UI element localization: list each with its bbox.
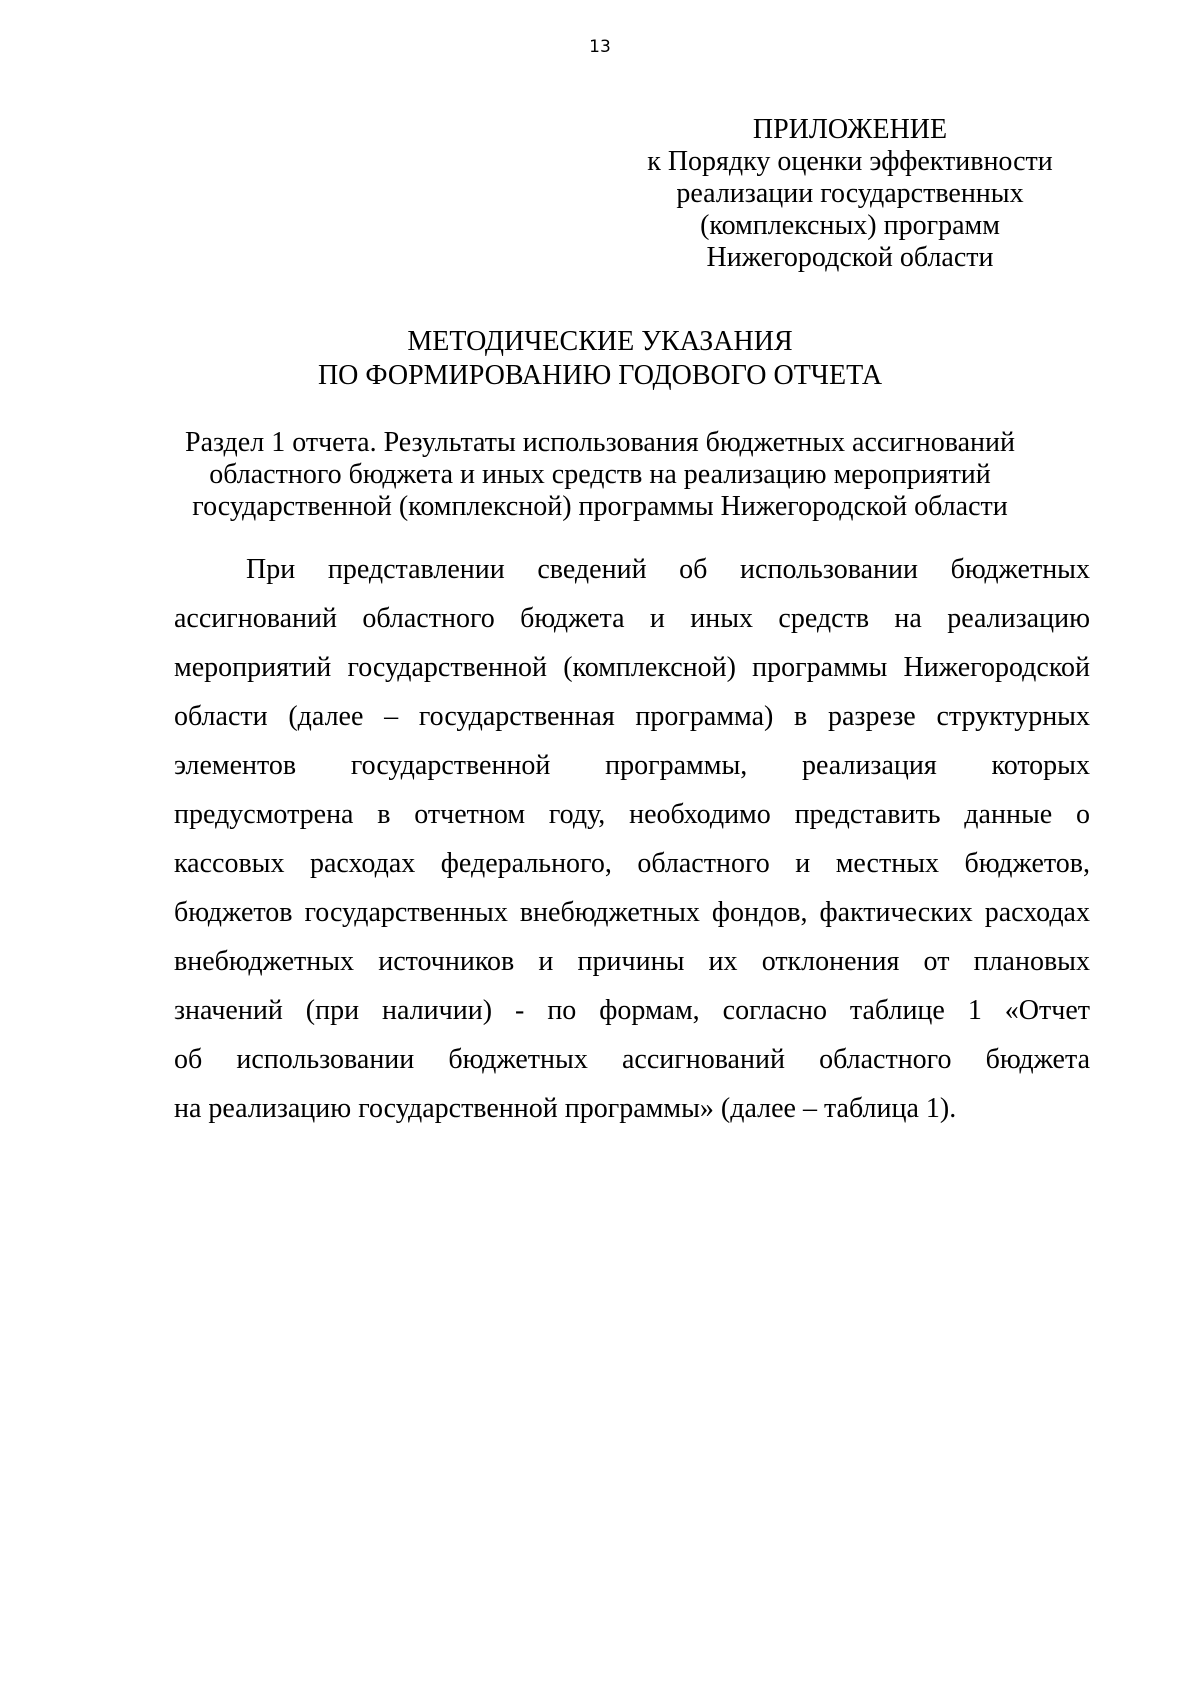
- paragraph-line: кассовых расходах федерального, областного и местных бюджетов,: [174, 848, 1090, 879]
- section-heading-line: областного бюджета и иных средств на реализацию мероприятий: [209, 459, 991, 490]
- appendix-heading: ПРИЛОЖЕНИЕ: [752, 114, 948, 145]
- paragraph-line: мероприятий государственной (комплексной) программы Нижегородской: [174, 652, 1090, 683]
- page-number: 13: [589, 37, 611, 57]
- paragraph-line: на реализацию государственной программы» (далее – таблица 1).: [174, 1093, 957, 1124]
- section-heading: [0, 427, 1200, 523]
- paragraph-line: значений (при наличии) - по формам, согласно таблице 1 «Отчет: [174, 995, 1090, 1026]
- document-title: [0, 325, 1200, 393]
- appendix-block: [600, 114, 1100, 274]
- paragraph-line: об использовании бюджетных ассигнований областного бюджета: [174, 1044, 1090, 1075]
- appendix-line: к Порядку оценки эффективности: [647, 146, 1053, 177]
- title-line: МЕТОДИЧЕСКИЕ УКАЗАНИЯ: [407, 326, 793, 357]
- paragraph-line: бюджетов государственных внебюджетных фондов, фактических расходах: [174, 897, 1090, 928]
- appendix-line: реализации государственных: [676, 178, 1024, 209]
- paragraph-line: ассигнований областного бюджета и иных средств на реализацию: [174, 603, 1090, 634]
- title-line: ПО ФОРМИРОВАНИЮ ГОДОВОГО ОТЧЕТА: [317, 360, 883, 391]
- section-heading-line: Раздел 1 отчета. Результаты использования бюджетных ассигнований: [185, 427, 1015, 458]
- paragraph-line: При представлении сведений об использовании бюджетных: [246, 554, 1090, 585]
- paragraph-line: внебюджетных источников и причины их отклонения от плановых: [174, 946, 1090, 977]
- section-heading-line: государственной (комплексной) программы Нижегородской области: [192, 491, 1008, 522]
- body-paragraph: [174, 553, 1090, 1141]
- paragraph-line: области (далее – государственная программа) в разрезе структурных: [174, 701, 1090, 732]
- paragraph-line: предусмотрена в отчетном году, необходимо представить данные о: [174, 799, 1090, 830]
- paragraph-line: элементов государственной программы, реализация которых: [174, 750, 1090, 781]
- appendix-line: Нижегородской области: [706, 242, 994, 273]
- appendix-line: (комплексных) программ: [700, 210, 1000, 241]
